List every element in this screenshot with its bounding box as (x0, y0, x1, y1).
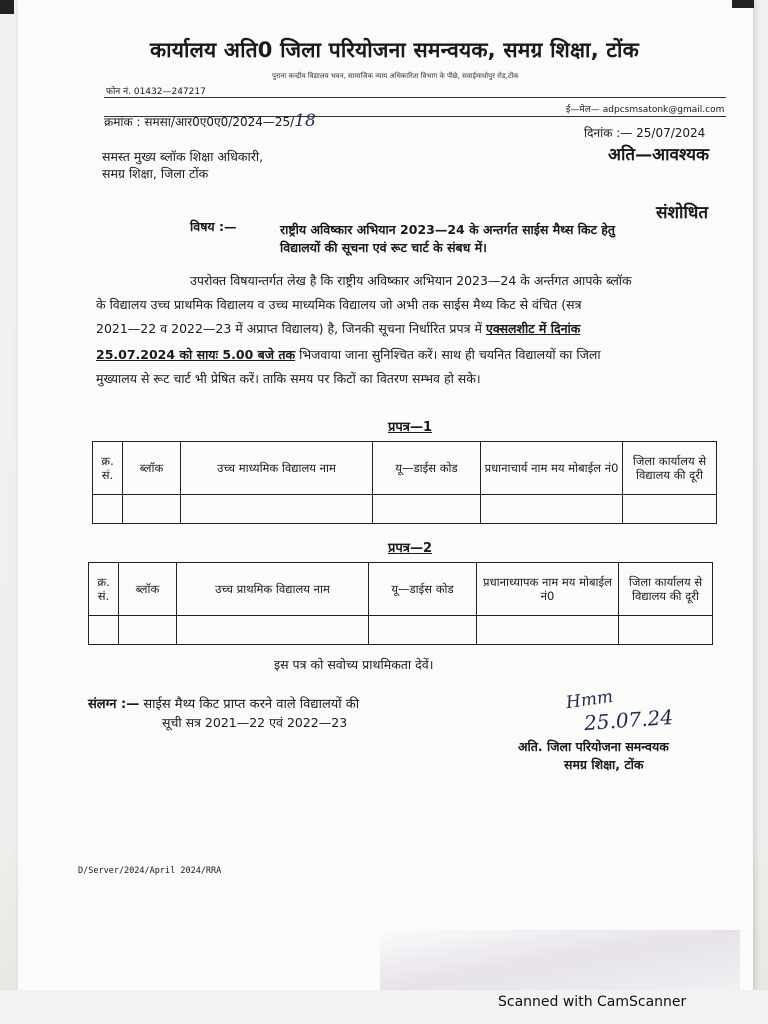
table-header-row (93, 442, 717, 495)
table-row (89, 616, 713, 645)
letter-date: दिनांक :— 25/07/2024 (584, 126, 706, 140)
table-cell (177, 616, 369, 645)
subject-label: विषय :— (190, 219, 237, 234)
table-cell (181, 495, 373, 524)
subject-line: विद्यालयों की सूचना एवं रूट चार्ट के संबध में। (280, 240, 487, 255)
form2-title: प्रपत्र—2 (388, 541, 433, 556)
table-header-row (89, 563, 713, 616)
column-header: यू—डाईस कोड (369, 563, 477, 616)
enclosure-text: साईस मैथ्य किट प्राप्त करने वाले विद्यालयों की (139, 697, 360, 712)
body-paragraph-line (96, 346, 601, 363)
table-cell (481, 495, 623, 524)
column-header: प्रधानाध्यापक नाम मय मोबाईल नं0 (477, 563, 619, 616)
column-header: क्र. सं. (93, 442, 123, 495)
scan-corner-mark (0, 0, 14, 14)
form1-title: प्रपत्र—1 (388, 420, 433, 435)
file-path-footer: D/Server/2024/April 2024/RRA (78, 866, 222, 876)
body-paragraph-line: के विद्यालय उच्च प्राथमिक विद्यालय व उच्च माध्यमिक विद्यालय जो अभी तक साईस मैथ्य किट से वंचित (सत्र (96, 297, 582, 312)
column-header: उच्च प्राथमिक विद्यालय नाम (177, 563, 369, 616)
reference-handwritten-number: 18 (294, 111, 316, 131)
table-cell (89, 616, 119, 645)
tape-shadow (380, 930, 740, 992)
reference-prefix: क्रमांक : समसा/आर0ए0ए0/2024—25/ (104, 115, 295, 129)
office-title: कार्यालय अति0 जिला परियोजना समन्वयक, समग्र शिक्षा, टोंक (150, 38, 639, 62)
body-text: भिजवाया जाना सुनिश्चित करें। साथ ही चयनित विद्यालयों का जिला (295, 347, 601, 362)
column-header: जिला कार्यालय से विद्यालय की दूरी (619, 563, 713, 616)
body-paragraph-line: मुख्यालय से रूट चार्ट भी प्रेषित करें। ताकि समय पर किटों का वितरण सम्भव हो सके। (96, 371, 481, 386)
header-divider (104, 97, 726, 98)
priority-note: इस पत्र को सवोच्य प्राथमिकता देवें। (274, 657, 434, 672)
body-underlined-text: एक्सलशीट में दिनांक (485, 321, 581, 336)
body-text: 2021—22 व 2022—23 में अप्राप्त विद्यालय) है, जिनकी सूचना निर्धारित प्रपत्र में (96, 321, 486, 336)
column-header: जिला कार्यालय से विद्यालय की दूरी (623, 442, 717, 495)
column-header: यू—डाईस कोड (373, 442, 481, 495)
column-header: उच्च माध्यमिक विद्यालय नाम (181, 442, 373, 495)
handwritten-signature-date: 25.07.24 (583, 704, 674, 736)
recipient-line: समस्त मुख्य ब्लॉक शिक्षा अधिकारी, (102, 149, 264, 164)
signatory-office: समग्र शिक्षा, टोंक (564, 757, 644, 772)
office-email: ई—मेल— adpcsmsatonk@gmail.com (566, 105, 725, 115)
recipient-line: समग्र शिक्षा, जिला टोंक (102, 166, 209, 181)
table-cell (623, 495, 717, 524)
body-paragraph-line: उपरोक्त विषयान्तर्गत लेख है कि राष्ट्रीय अविष्कार अभियान 2023—24 के अर्न्तगत आपके ब्लॉक (190, 273, 632, 288)
table-cell (477, 616, 619, 645)
deadline-text: 25.07.2024 को सायः 5.00 बजे तक (96, 347, 296, 362)
handwritten-signature: Hmm (564, 686, 615, 714)
table-cell (619, 616, 713, 645)
table-cell (93, 495, 123, 524)
enclosure-line: सूची सत्र 2021—22 एवं 2022—23 (162, 715, 348, 730)
form1-table (92, 441, 717, 524)
camscanner-watermark: Scanned with CamScanner (498, 994, 687, 1010)
table-cell (123, 495, 181, 524)
office-address: पुराना कन्द्रीय विद्यालय भवन, सामाजिक न्याय अधिकारिता विभाग के पीछे, सवाईमाधोपुर रोड,टोंक (272, 72, 519, 80)
column-header: क्र. सं. (89, 563, 119, 616)
body-paragraph-line (96, 320, 580, 337)
table-row (93, 495, 717, 524)
scan-corner-mark (732, 0, 754, 8)
form2-table (88, 562, 713, 645)
enclosure-line (88, 694, 359, 712)
column-header: ब्लॉक (119, 563, 177, 616)
table-cell (119, 616, 177, 645)
subject-line: राष्ट्रीय अविष्कार अभियान 2023—24 के अन्तर्गत साईस मैथ्स किट हेतु (280, 222, 616, 237)
signatory-title: अति. जिला परियोजना समन्वयक (518, 739, 669, 754)
column-header: ब्लॉक (123, 442, 181, 495)
reference-number (104, 111, 316, 131)
enclosure-label: संलग्न :— (88, 697, 140, 712)
table-cell (373, 495, 481, 524)
office-phone: फोन नं. 01432—247217 (106, 87, 206, 97)
revised-label: संशोधित (656, 203, 709, 223)
table-cell (369, 616, 477, 645)
urgent-label: अति—आवश्यक (608, 145, 710, 165)
column-header: प्रधानाचार्य नाम मय मोबाईल नं0 (481, 442, 623, 495)
